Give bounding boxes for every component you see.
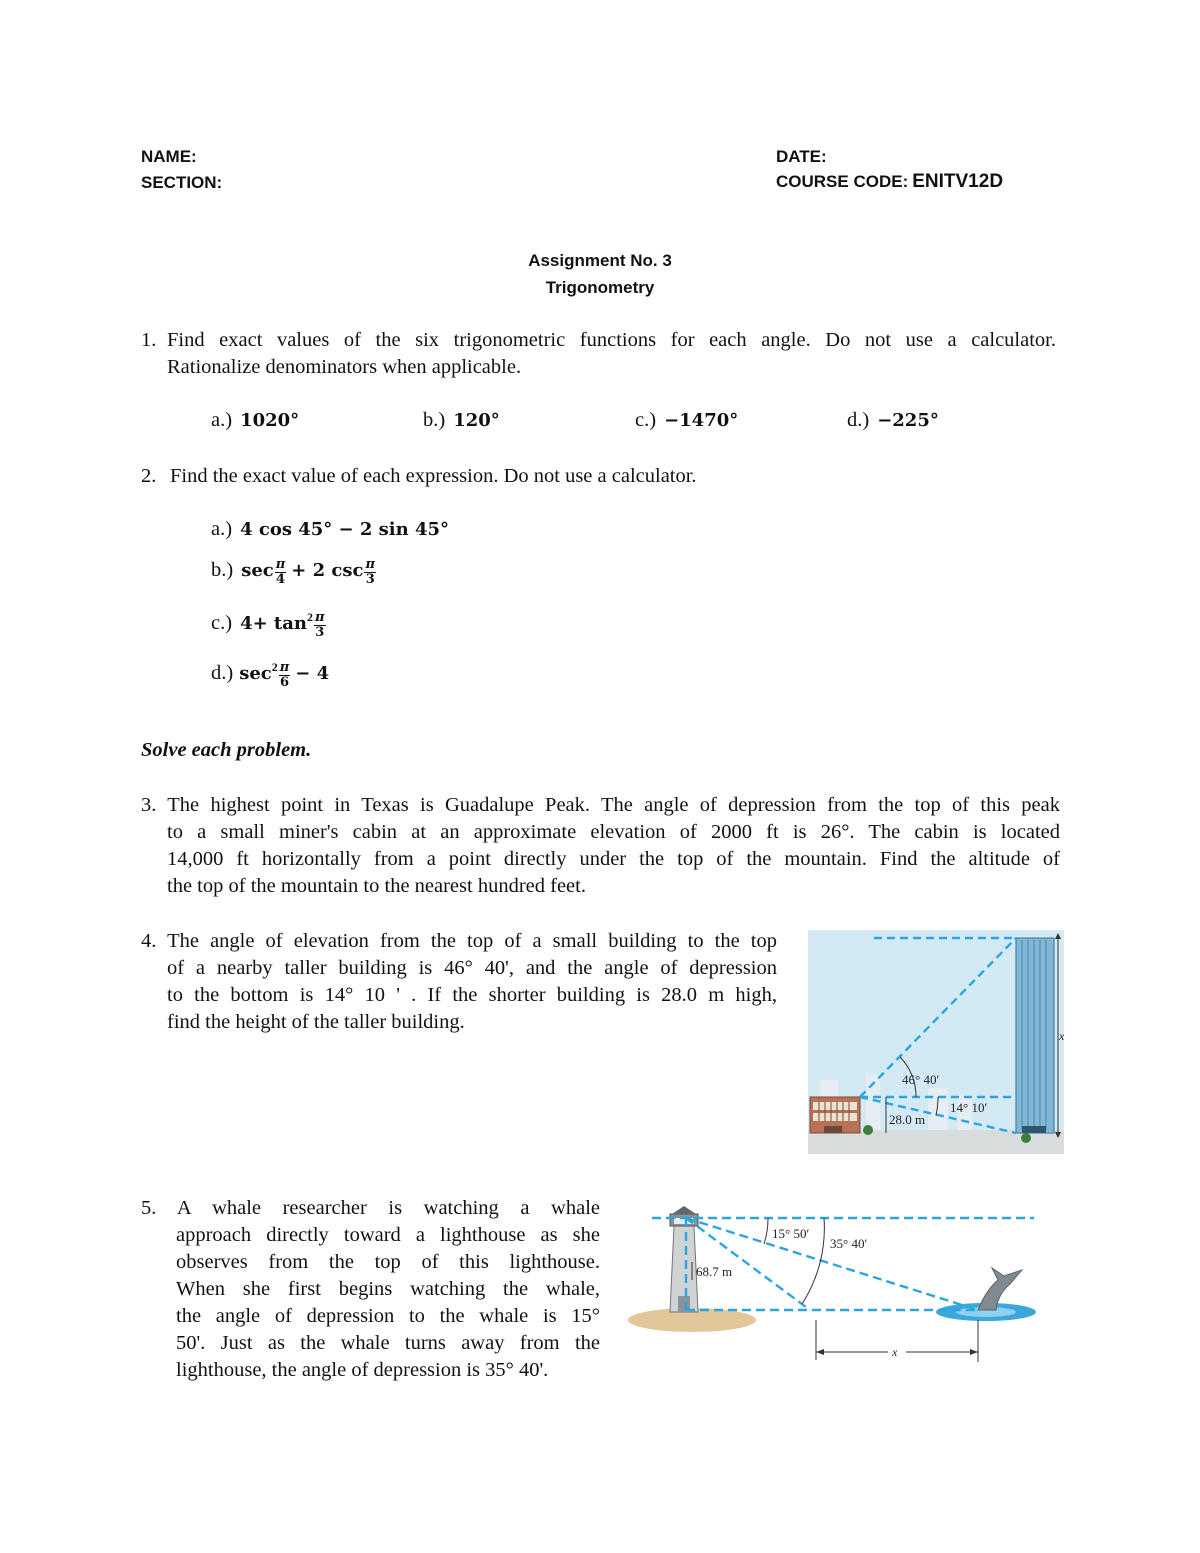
tree [863,1125,873,1135]
q3-line1: 3. The highest point in Texas is Guadalupe Peak. The angle of depression from the top of this peak [141,794,1060,816]
course-code-value: ENITV12D [912,171,1004,192]
q2-d-sec: sec [239,663,272,684]
q3-line4: the top of the mountain to the nearest hundred feet. [167,875,586,897]
q2-d-exp: 2 [271,660,278,674]
q4-line4: find the height of the taller building. [167,1011,465,1033]
subject-title: Trigonometry [545,278,655,297]
course-code [776,171,1003,193]
q3-line3: 14,000 ft horizontally from a point directly under the top of the mountain. Find the altitude of [167,848,1060,870]
angle-depression-label: 14° 10′ [950,1100,988,1115]
x-label: x [1059,1029,1064,1043]
x-label: x [892,1345,898,1359]
q1-item-b [423,409,500,432]
q2-c-exp: 2 [307,610,313,624]
assignment-title: Assignment No. 3 [528,251,672,270]
q5-line2: approach directly toward a lighthouse as she [176,1224,600,1246]
q5-line3: observes from the top of this lighthouse. [176,1251,600,1273]
q2-b-frac1: $\frac{\pi}{4}$ [275,557,286,587]
angle1-label: 15° 50′ [772,1226,810,1241]
q2-b-sec: sec [241,560,274,582]
q4-line3: to the bottom is 14° 10 ' . If the shorter building is 28.0 m high, [167,984,777,1006]
section-label: SECTION: [141,173,223,192]
q2-c-expr: 4+ tan [240,613,307,634]
q2-d-post: − 4 [295,663,330,684]
course-code-label: COURSE CODE: [776,172,909,191]
q2-d-frac: $\frac{\pi}{6}$ [279,659,290,690]
q1-a-label: a.) [211,409,233,431]
angle2-label: 35° 40′ [830,1236,868,1251]
q2-text: Find the exact value of each expression. Do not use a calculator. [170,465,697,487]
q2-b-plus-csc: + 2 csc [291,560,364,582]
q2-item-b [211,558,377,587]
q2-number: 2. [141,465,157,487]
tall-building [1016,938,1054,1133]
lighthouse-figure [626,1200,1036,1370]
height-label: 28.0 m [889,1112,926,1127]
q2-item-c [211,610,327,640]
q1-d-label: d.) [847,409,870,431]
solve-heading: Solve each problem. [141,739,312,761]
name-label: NAME: [141,147,197,166]
q2-a-label: a.) [211,518,233,540]
tree [1021,1133,1031,1143]
q5-line6: 50'. Just as the whale turns away from the [176,1332,600,1354]
q2-item-d [211,660,329,690]
q1-line2: Rationalize denominators when applicable. [167,356,522,378]
q5-line5: the angle of depression to the whale is 15° [176,1305,600,1327]
q4-line2: of a nearby taller building is 46° 40', and the angle of depression [167,957,777,979]
q1-d-value: −225° [877,410,939,431]
building-figure [808,930,1064,1154]
q2-a-expr: 4 cos 45° − 2 sin 45° [240,519,450,540]
q2-item-a [211,518,449,541]
q1-c-label: c.) [635,409,657,431]
q3-line2: to a small miner's cabin at an approximate elevation of 2000 ft is 26°. The cabin is located [167,821,1060,843]
q5-line1: 5. A whale researcher is watching a whale [141,1197,600,1219]
q1-b-value: 120° [453,410,500,431]
short-building [810,1097,860,1133]
q1-number: 1. [141,329,157,351]
angle-elevation-label: 46° 40′ [902,1072,940,1087]
q1-item-d [847,409,939,432]
q1-item-c [635,409,738,432]
q1-item-a [211,409,299,432]
q5-line7: lighthouse, the angle of depression is 35° 40'. [176,1359,549,1381]
q5-line4: When she first begins watching the whale, [176,1278,600,1300]
lighthouse [670,1206,698,1312]
q1-c-value: −1470° [664,410,739,431]
q1-line1: Find exact values of the six trigonometric functions for each angle. Do not use a calculator. [167,329,1056,351]
q2-b-label: b.) [211,559,234,582]
height-label: 68.7 m [696,1264,733,1279]
date-label: DATE: [776,147,827,166]
q1-a-value: 1020° [240,410,300,431]
angle1-arc [764,1218,768,1244]
q4-line1: 4. The angle of elevation from the top of a small building to the top [141,930,777,952]
q2-c-frac: $\frac{\pi}{3}$ [315,609,325,640]
q2-b-frac2: $\frac{\pi}{3}$ [365,557,375,587]
q1-b-label: b.) [423,409,446,431]
q2-c-label: c.) [211,612,233,634]
q2-d-label: d.) [211,662,234,684]
